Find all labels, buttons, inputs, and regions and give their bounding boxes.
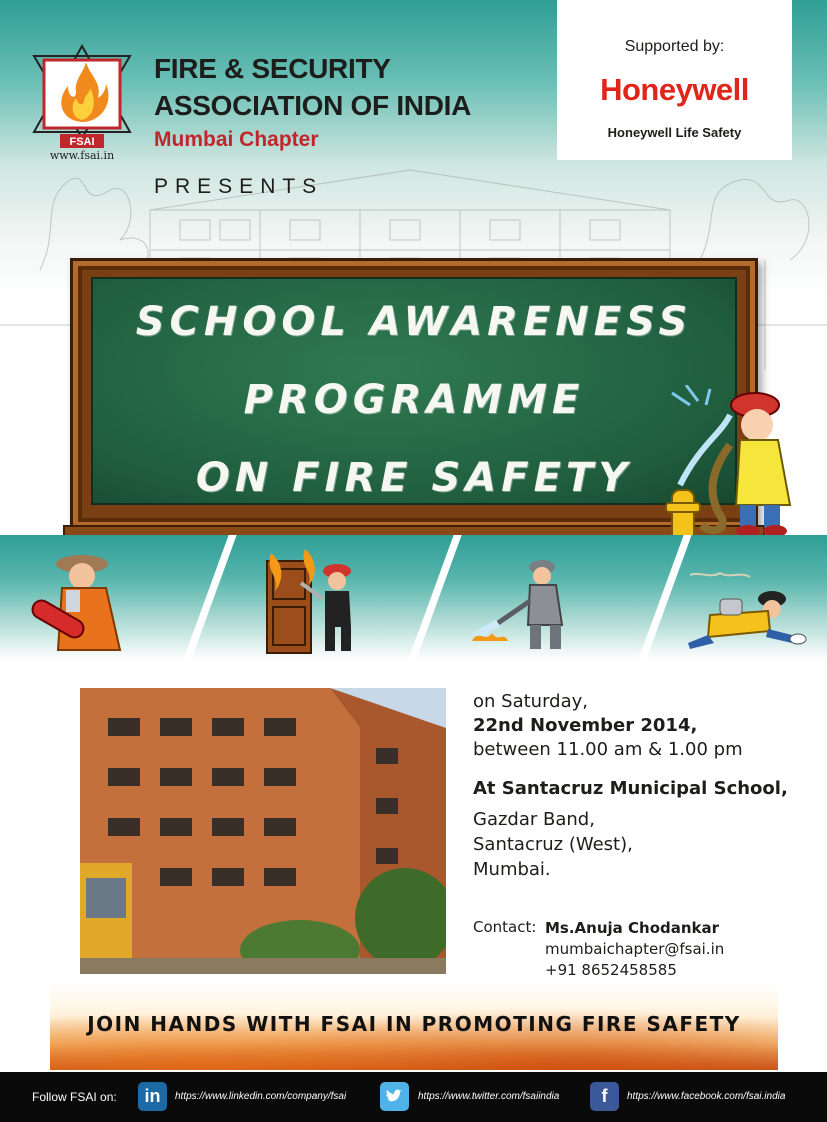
event-day: on Saturday, bbox=[473, 691, 588, 712]
contact-name: Ms.Anuja Chodankar bbox=[545, 919, 720, 937]
org-name-line-1: FIRE & SECURITY bbox=[154, 53, 391, 84]
venue-address-1: Gazdar Band, bbox=[473, 809, 595, 830]
board-title-line-1: SCHOOL AWARENESS bbox=[135, 299, 693, 345]
kid-firefighter-icon bbox=[660, 385, 810, 555]
event-venue: At Santacruz Municipal School, bbox=[473, 778, 788, 799]
venue-city: Mumbai. bbox=[473, 859, 551, 880]
firefighter-door-icon bbox=[255, 543, 365, 658]
sponsor-box bbox=[557, 0, 792, 160]
join-banner-text: JOIN HANDS WITH FSAI IN PROMOTING FIRE SAFETY bbox=[87, 1012, 741, 1036]
venue-address-2: Santacruz (West), bbox=[473, 834, 633, 855]
facebook-icon[interactable]: f bbox=[590, 1082, 619, 1111]
social-footer bbox=[0, 1072, 827, 1122]
event-time: between 11.00 am & 1.00 pm bbox=[473, 739, 743, 760]
logo-website: www.fsai.in bbox=[49, 149, 115, 162]
event-date: 22nd November 2014, bbox=[473, 715, 698, 736]
facebook-link[interactable]: https://www.facebook.com/fsai.india bbox=[627, 1091, 786, 1102]
chalkboard bbox=[70, 258, 758, 530]
twitter-icon[interactable] bbox=[380, 1082, 409, 1111]
logo-acronym: FSAI bbox=[69, 136, 95, 148]
fire-extinguisher-icon bbox=[22, 550, 132, 655]
linkedin-icon[interactable]: in bbox=[138, 1082, 167, 1111]
honeywell-logo: Honeywell bbox=[600, 72, 749, 107]
supported-by-label: Supported by: bbox=[624, 38, 725, 55]
chapter-name: Mumbai Chapter bbox=[154, 128, 319, 151]
safety-icon-strip bbox=[0, 535, 827, 660]
join-banner bbox=[50, 983, 778, 1070]
board-title-line-3: ON FIRE SAFETY bbox=[195, 455, 633, 501]
contact-phone[interactable]: +91 8652458585 bbox=[545, 961, 677, 979]
chalkboard-surface bbox=[91, 277, 737, 505]
contact-email[interactable]: mumbaichapter@fsai.in bbox=[545, 940, 725, 958]
organization-name bbox=[154, 50, 471, 124]
firefighter-hose-icon bbox=[470, 545, 590, 655]
strip-divider bbox=[403, 535, 466, 660]
strip-divider bbox=[178, 535, 241, 660]
board-title-line-2: PROGRAMME bbox=[243, 377, 585, 423]
org-name-line-2: ASSOCIATION OF INDIA bbox=[154, 90, 472, 121]
crawling-firefighter-icon bbox=[680, 565, 810, 650]
honeywell-subtitle: Honeywell Life Safety bbox=[607, 125, 742, 140]
linkedin-link[interactable]: https://www.linkedin.com/company/fsai bbox=[175, 1091, 347, 1102]
contact-label: Contact: bbox=[473, 918, 537, 936]
school-photo bbox=[80, 688, 446, 974]
twitter-link[interactable]: https://www.twitter.com/fsaiindia bbox=[418, 1091, 560, 1102]
presents-label: PRESENTS bbox=[154, 175, 324, 198]
follow-label: Follow FSAI on: bbox=[32, 1090, 117, 1104]
fsai-logo bbox=[30, 42, 134, 162]
